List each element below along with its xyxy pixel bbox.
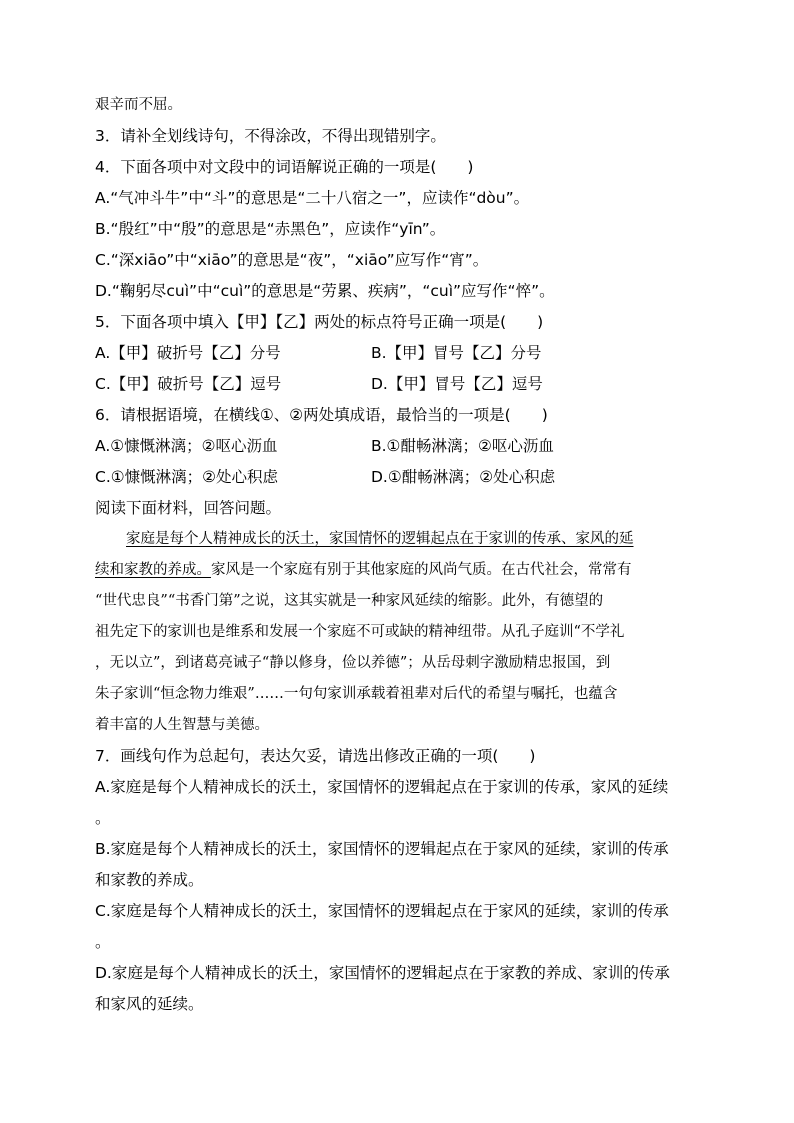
reading-instruction: 阅读下面材料，回答问题。 bbox=[95, 499, 282, 517]
passage-line: 朱子家训“恒念物力维艰”……一句句家训承载着祖辈对后代的希望与嘱托，也蕴含 bbox=[95, 686, 618, 702]
question-5-options-row-1 bbox=[95, 338, 705, 369]
question-7-option-d-cont: 和家风的延续。 bbox=[95, 995, 204, 1013]
question-4-option-b: B.“殷红”中“殷”的意思是“赤黑色”，应读作“yīn”。 bbox=[95, 220, 446, 238]
question-6-stem: 6．请根据语境，在横线①、②两处填成语，最恰当的一项是( ) bbox=[95, 406, 548, 424]
underlined-sentence: 家庭是每个人精神成长的沃土，家国情怀的逻辑起点在于家训的传承、家风的延 bbox=[126, 531, 634, 547]
question-7-option-b: B.家庭是每个人精神成长的沃土，家国情怀的逻辑起点在于家风的延续，家训的传承 bbox=[95, 840, 669, 858]
passage-line: 着丰富的人生智慧与美德。 bbox=[95, 717, 269, 733]
document-page bbox=[95, 90, 705, 1020]
passage-text: 家风是一个家庭有别于其他家庭的风尚气质。在古代社会，常常有 bbox=[211, 562, 632, 578]
question-5-option-b: B.【甲】冒号【乙】分号 bbox=[371, 344, 542, 362]
question-7-option-a-cont: 。 bbox=[95, 809, 111, 827]
question-5-stem: 5．下面各项中填入【甲】【乙】两处的标点符号正确一项是( ) bbox=[95, 313, 544, 331]
question-6-options-row-1 bbox=[95, 431, 705, 462]
question-6-option-b: B.①酣畅淋漓；②呕心沥血 bbox=[371, 437, 554, 455]
question-5-option-a: A.【甲】破折号【乙】分号 bbox=[95, 344, 281, 362]
question-6-option-a: A.①慷慨淋漓；②呕心沥血 bbox=[95, 437, 278, 455]
question-3: 3．请补全划线诗句，不得涂改，不得出现错别字。 bbox=[95, 127, 446, 145]
reading-passage bbox=[95, 524, 705, 741]
question-5-option-d: D.【甲】冒号【乙】逗号 bbox=[371, 375, 543, 393]
question-5-options-row-2 bbox=[95, 369, 705, 400]
question-7-option-b-cont: 和家教的养成。 bbox=[95, 871, 204, 889]
question-7-option-d: D.家庭是每个人精神成长的沃土，家国情怀的逻辑起点在于家教的养成、家训的传承 bbox=[95, 964, 670, 982]
passage-line bbox=[95, 524, 705, 555]
question-7-option-c-cont: 。 bbox=[95, 933, 111, 951]
question-5-option-c: C.【甲】破折号【乙】逗号 bbox=[95, 375, 282, 393]
passage-line: “世代忠良”“书香门第”之说，这其实就是一种家风延续的缩影。此外，有德望的 bbox=[95, 593, 604, 609]
question-4-option-c: C.“深xiāo”中“xiāo”的意思是“夜”，“xiāo”应写作“宵”。 bbox=[95, 251, 489, 269]
question-7-options bbox=[95, 772, 705, 1020]
underlined-sentence-end: 续和家教的养成。 bbox=[95, 562, 211, 578]
question-4-option-a: A.“气冲斗牛”中“斗”的意思是“二十八宿之一”，应读作“dòu”。 bbox=[95, 189, 530, 207]
question-6-options-row-2 bbox=[95, 462, 705, 493]
passage-line: 祖先定下的家训也是维系和发展一个家庭不可或缺的精神纽带。从孔子庭训“不学礼 bbox=[95, 624, 625, 640]
question-7-stem: 7．画线句作为总起句，表达欠妥，请选出修改正确的一项( ) bbox=[95, 747, 536, 765]
continued-text: 艰辛而不屈。 bbox=[95, 97, 182, 113]
question-6-option-c: C.①慷慨淋漓；②处心积虑 bbox=[95, 468, 279, 486]
passage-line bbox=[95, 555, 705, 586]
question-4-option-d: D.“鞠躬尽cuì”中“cuì”的意思是“劳累、疾病”，“cuì”应写作“悴”。 bbox=[95, 282, 555, 300]
question-6-option-d: D.①酣畅淋漓；②处心积虑 bbox=[371, 468, 556, 486]
question-4-stem: 4．下面各项中对文段中的词语解说正确的一项是( ) bbox=[95, 158, 474, 176]
question-7-option-a: A.家庭是每个人精神成长的沃土，家国情怀的逻辑起点在于家训的传承，家风的延续 bbox=[95, 778, 669, 796]
question-7-option-c: C.家庭是每个人精神成长的沃土，家国情怀的逻辑起点在于家风的延续，家训的传承 bbox=[95, 902, 669, 920]
passage-line: ，无以立”，到诸葛亮诫子“静以修身，俭以养德”；从岳母刺字激励精忠报国，到 bbox=[95, 655, 611, 671]
